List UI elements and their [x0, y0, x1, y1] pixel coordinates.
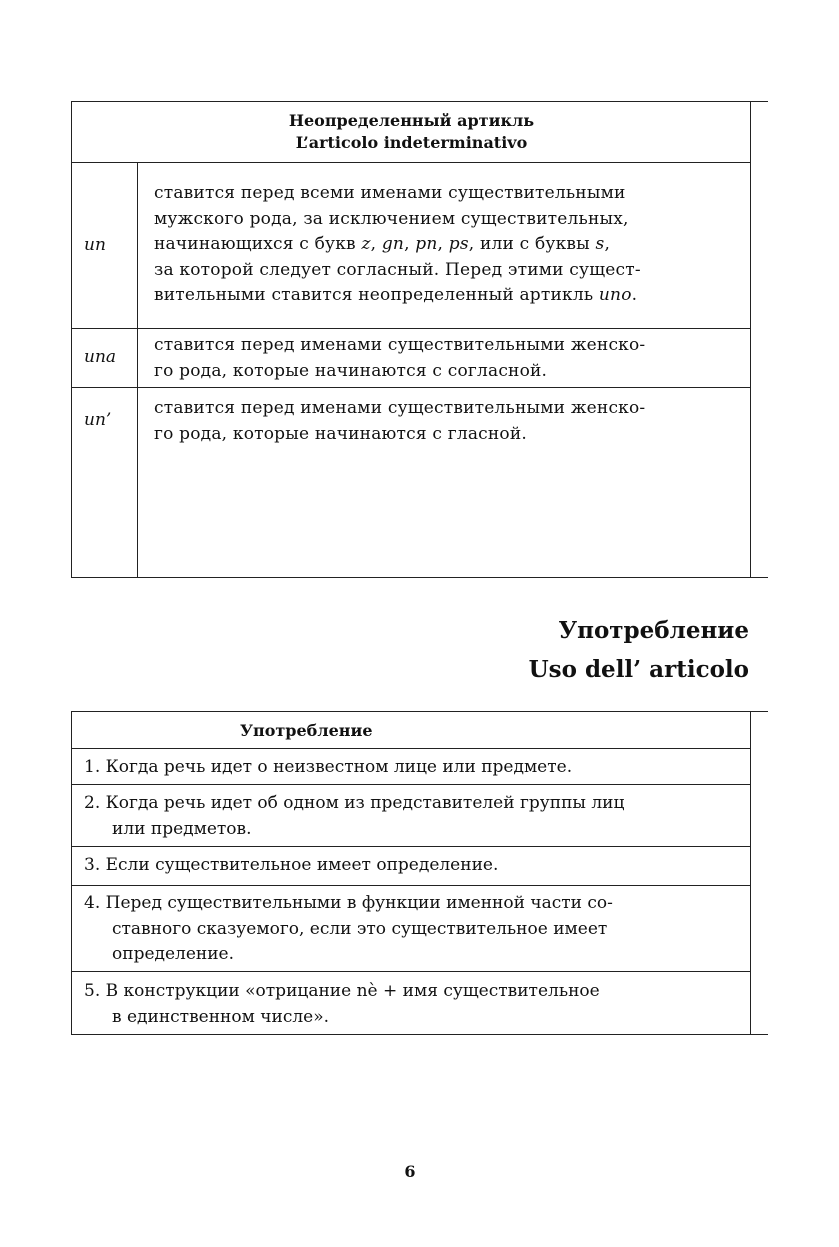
description-line: мужского рода, за исключением существительных,: [154, 208, 629, 229]
usage-item-line: 4. Перед существительными в функции именной части со-: [84, 893, 613, 913]
usage-item: [84, 791, 724, 842]
description-line: го рода, которые начинаются с гласной.: [154, 423, 527, 444]
table-column-divider: [137, 162, 138, 577]
term-un-apostrophe: un’: [84, 410, 112, 430]
usage-item-line: ставного сказуемого, если это существительное имеет: [112, 918, 608, 939]
description-line: го рода, которые начинаются с согласной.: [154, 360, 548, 381]
row-divider: [72, 328, 751, 329]
usage-table-header: Употребление: [240, 721, 373, 740]
term-una: una: [84, 347, 117, 367]
row-divider: [72, 885, 751, 886]
italic-letter: uno: [598, 285, 632, 305]
row-divider: [72, 387, 751, 388]
italic-letter: pn: [415, 234, 438, 254]
description-line: ставится перед именами существительными женско-: [154, 398, 646, 418]
description-line: ставится перед всеми именами существительными: [154, 183, 626, 203]
description-line: ставится перед именами существительными женско-: [154, 335, 646, 355]
usage-item-line: или предметов.: [112, 818, 252, 839]
usage-item: [84, 755, 724, 781]
usage-item-line: 3. Если существительное имеет определение.: [84, 855, 499, 875]
usage-item: [84, 979, 724, 1030]
italic-letter: gn: [381, 234, 405, 254]
description-line: вительными ставится неопределенный артикль uno.: [154, 285, 638, 305]
description-line: за которой следует согласный. Перед этими сущест-: [154, 259, 641, 280]
table-header-it: L’articolo indeterminativo: [295, 133, 528, 152]
usage-item-line: 1. Когда речь идет о неизвестном лице или предмете.: [84, 757, 573, 777]
italic-letter: ps: [448, 234, 469, 254]
table-right-border: [750, 712, 751, 1034]
term-description: [154, 396, 724, 447]
row-divider: [72, 748, 751, 749]
usage-item: [84, 891, 724, 968]
usage-item-line: в единственном числе».: [112, 1006, 329, 1027]
row-divider: [72, 784, 751, 785]
table-right-border: [750, 102, 751, 577]
page-number: 6: [404, 1162, 416, 1181]
table-header-ru: Неопределенный артикль: [288, 111, 535, 130]
row-divider: [72, 971, 751, 972]
section-title-ru: Употребление: [558, 617, 749, 644]
usage-item-line: 2. Когда речь идет об одном из представителей группы лиц: [84, 793, 625, 813]
usage-item: [84, 853, 724, 879]
section-title-it: Uso dell’ articolo: [528, 656, 749, 683]
italic-letter: z: [361, 234, 371, 254]
row-divider: [72, 162, 751, 163]
table-header: [72, 102, 751, 162]
italic-letter: s: [595, 234, 605, 254]
usage-item-line: определение.: [112, 944, 235, 964]
row-divider: [72, 846, 751, 847]
term-description: [154, 181, 724, 309]
indefinite-article-table: [71, 101, 768, 578]
usage-table: [71, 711, 768, 1035]
description-line: начинающихся с букв z, gn, pn, ps, или с буквы s,: [154, 234, 611, 254]
usage-item-line: 5. В конструкции «отрицание nè + имя существительное: [84, 981, 600, 1001]
term-un: un: [84, 235, 106, 255]
term-description: [154, 333, 724, 384]
